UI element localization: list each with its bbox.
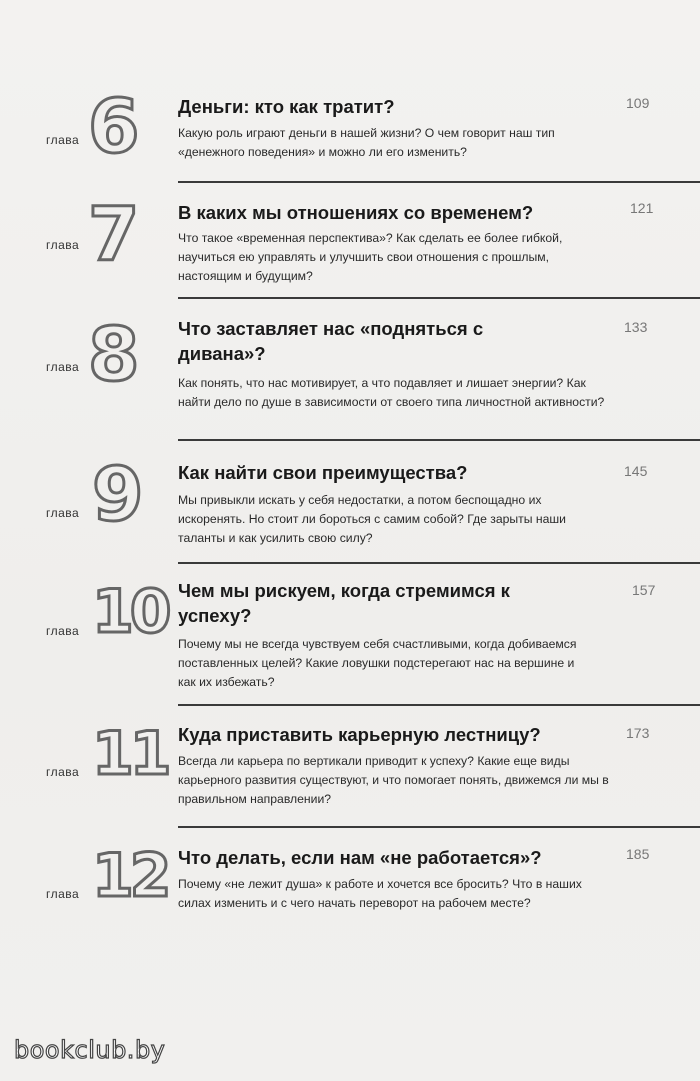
watermark-logo: bookclub.by bbox=[14, 1036, 166, 1064]
chapter-description: Как понять, что нас мотивирует, а что подавляет и лишает энергии? Как найти дело по душе в зависимости от своего типа личностной активности? bbox=[178, 376, 605, 409]
chapter-number: 10 bbox=[92, 577, 168, 647]
chapter-number: 6 bbox=[88, 84, 136, 170]
divider bbox=[178, 439, 700, 441]
page-number[interactable]: 133 bbox=[624, 319, 648, 335]
chapter-title[interactable]: Деньги: кто как тратит? bbox=[178, 96, 395, 117]
chapter-description: Почему мы не всегда чувствуем себя счастливыми, когда добиваемся поставленных целей? Какие ловушки подстерегают нас на вершине и как их избежать? bbox=[178, 637, 577, 689]
chapter-title[interactable]: Куда приставить карьерную лестницу? bbox=[178, 724, 541, 745]
chapter-description: Почему «не лежит душа» к работе и хочется все бросить? Что в наших силах изменить и с чего начать переворот на рабочем месте? bbox=[178, 877, 582, 910]
page-number[interactable]: 157 bbox=[632, 582, 656, 598]
chapter-label: глава bbox=[46, 506, 80, 520]
chapter-number: 8 bbox=[88, 312, 136, 398]
page-number[interactable]: 109 bbox=[626, 95, 650, 111]
divider bbox=[178, 562, 700, 564]
divider bbox=[178, 181, 700, 183]
chapter-title[interactable]: Как найти свои преимущества? bbox=[178, 462, 468, 483]
chapter-label: глава bbox=[46, 133, 80, 147]
chapter-description: Всегда ли карьера по вертикали приводит к успеху? Какие еще виды карьерного развития существуют, и что помогает понять, движемся ли мы в правильном направлении? bbox=[178, 754, 609, 806]
chapter-description: Что такое «временная перспектива»? Как сделать ее более гибкой, научиться ею управлять и улучшить свои отношения с прошлым, настоящим и будущим? bbox=[178, 231, 563, 283]
chapter-label: глава bbox=[46, 624, 80, 638]
chapter-description: Мы привыкли искать у себя недостатки, а потом беспощадно их искоренять. Но стоит ли бороться с самим собой? Где зарыты наши таланты и как усилить свою силу? bbox=[178, 493, 566, 545]
divider bbox=[178, 297, 700, 299]
page-number[interactable]: 173 bbox=[626, 725, 650, 741]
chapter-number: 12 bbox=[92, 841, 168, 911]
chapter-title[interactable]: Что делать, если нам «не работается»? bbox=[178, 847, 542, 868]
page-number[interactable]: 121 bbox=[630, 200, 654, 216]
chapter-description: Какую роль играют деньги в нашей жизни? О чем говорит наш тип «денежного поведения» и можно ли его изменить? bbox=[178, 126, 555, 159]
chapter-title[interactable]: Чем мы рискуем, когда стремимся к успеху? bbox=[178, 580, 510, 626]
chapter-number: 7 bbox=[88, 192, 136, 278]
page-number[interactable]: 185 bbox=[626, 846, 650, 862]
chapter-title[interactable]: В каких мы отношениях со временем? bbox=[178, 202, 534, 223]
chapter-label: глава bbox=[46, 765, 80, 779]
chapter-label: глава bbox=[46, 238, 80, 252]
chapter-number: 9 bbox=[92, 452, 140, 538]
divider bbox=[178, 704, 700, 706]
chapter-label: глава bbox=[46, 887, 80, 901]
page-number[interactable]: 145 bbox=[624, 463, 648, 479]
divider bbox=[178, 826, 700, 828]
chapter-label: глава bbox=[46, 360, 80, 374]
chapter-number: 11 bbox=[92, 719, 168, 789]
chapter-title[interactable]: Что заставляет нас «подняться с дивана»? bbox=[178, 318, 484, 364]
